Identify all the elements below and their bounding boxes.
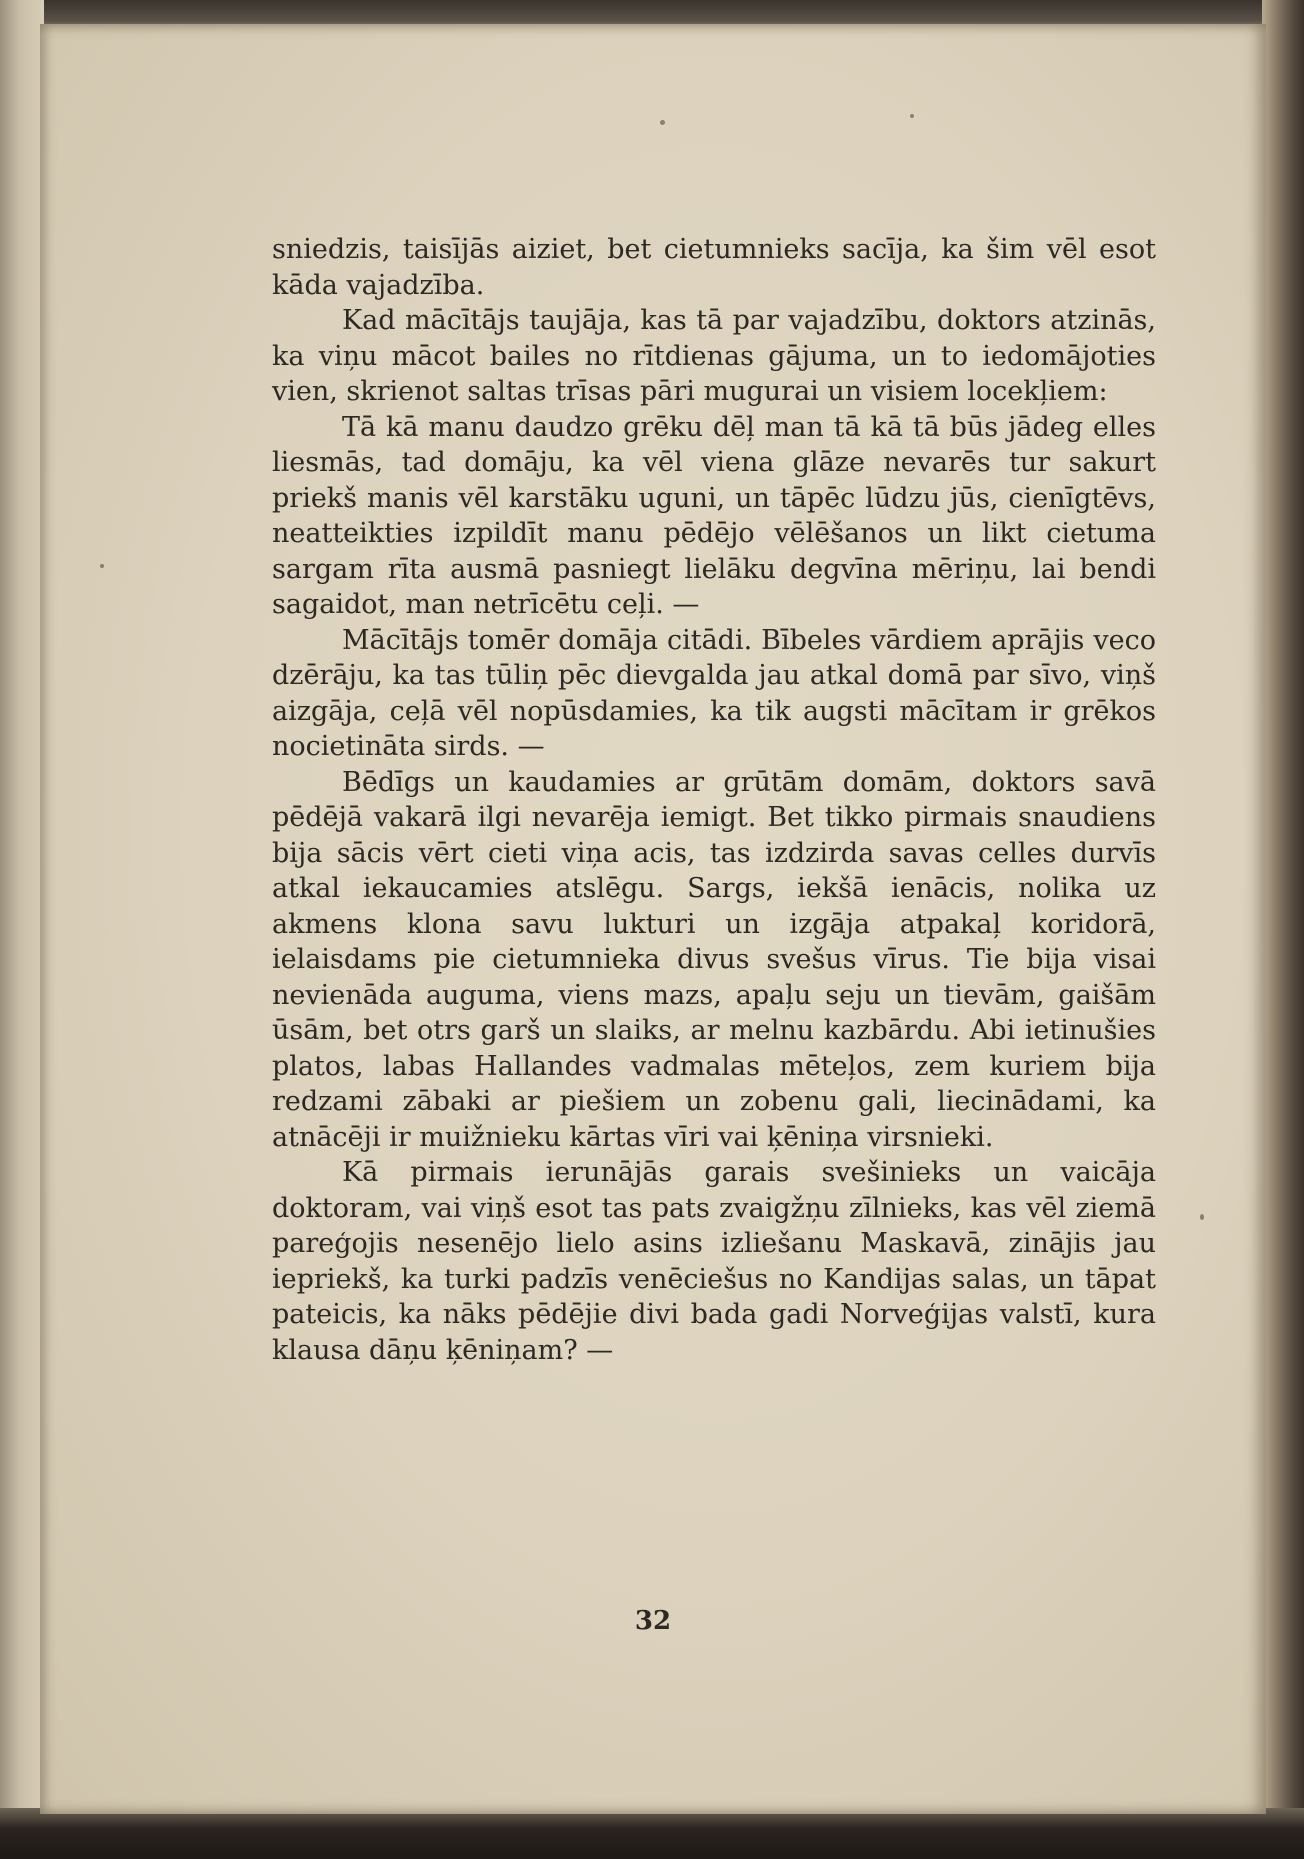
bottom-book-edge [0, 1808, 1304, 1859]
paragraph: Kā pirmais ierunājās garais svešinieks un vaicāja doktoram, vai viņš esot tas pats zvaigžņu zīlnieks, kas vēl ziemā pareģojis nesenējo lielo asins izliešanu Maskavā, zinājis jau iepriekš, ka turki padzīs venēciešus no Kandijas salas, un tāpat pateicis, ka nāks pēdējie divi bada gadi Norveģijas valstī, kura klausa dāņu ķēniņam? — [272, 1157, 1156, 1366]
paragraph: Tā kā manu daudzo grēku dēļ man tā kā tā būs jādeg elles liesmās, tad domāju, ka vēl viena glāze nevarēs tur sakurt priekš manis vēl karstāku uguni, un tāpēc lūdzu jūs, cienīgtēvs, neatteikties izpildīt manu pēdējo vēlēšanos un likt cietuma sargam rīta ausmā pasniegt lielāku degvīna mēriņu, lai bendi sagaidot, man netrīcētu ceļi. — [272, 411, 1156, 620]
page-number: 32 [634, 1606, 672, 1636]
right-book-edge [1262, 0, 1304, 1859]
book-page [40, 24, 1266, 1814]
paper-speck [1200, 1214, 1204, 1220]
paragraph: Kad mācītājs taujāja, kas tā par vajadzību, doktors atzinās, ka viņu mācot bailes no rītdienas gājuma, un to iedomājoties vien, skrienot saltas trīsas pāri mugurai un visiem locekļiem: [272, 305, 1156, 407]
paper-speck [660, 120, 665, 125]
paragraph: Bēdīgs un kaudamies ar grūtām domām, doktors savā pēdējā vakarā ilgi nevarēja iemigt. Bet tikko pirmais snaudiens bija sācis vērt cieti viņa acis, tas izdzirda savas celles durvīs atkal iekaucamies atslēgu. Sargs, iekšā ienācis, nolika uz akmens klona savu lukturi un izgāja atpakaļ koridorā, ielaisdams pie cietumnieka divus svešus vīrus. Tie bija visai nevienāda auguma, viens mazs, apaļu seju un tievām, gaišām ūsām, bet otrs garš un slaiks, ar melnu kazbārdu. Abi ietinušies platos, labas Hallandes vadmalas mēteļos, zem kuriem bija redzami zābaki ar piešiem un zobenu gali, liecinādami, ka atnācēji ir muižnieku kārtas vīri vai ķēniņa virsnieki. [272, 766, 1156, 1153]
left-page-edges [0, 0, 44, 1859]
paper-speck [910, 114, 914, 118]
paper-speck [100, 564, 104, 568]
body-text [272, 232, 1156, 1368]
paragraph: Mācītājs tomēr domāja citādi. Bībeles vārdiem aprājis veco dzērāju, ka tas tūliņ pēc dievgalda jau atkal domā par sīvo, viņš aizgāja, ceļā vēl nopūsdamies, ka tik augsti mācītam ir grēkos nocietināta sirds. — [272, 624, 1156, 762]
paragraph: sniedzis, taisījās aiziet, bet cietumnieks sacīja, ka šim vēl esot kāda vajadzība. [272, 234, 1156, 301]
